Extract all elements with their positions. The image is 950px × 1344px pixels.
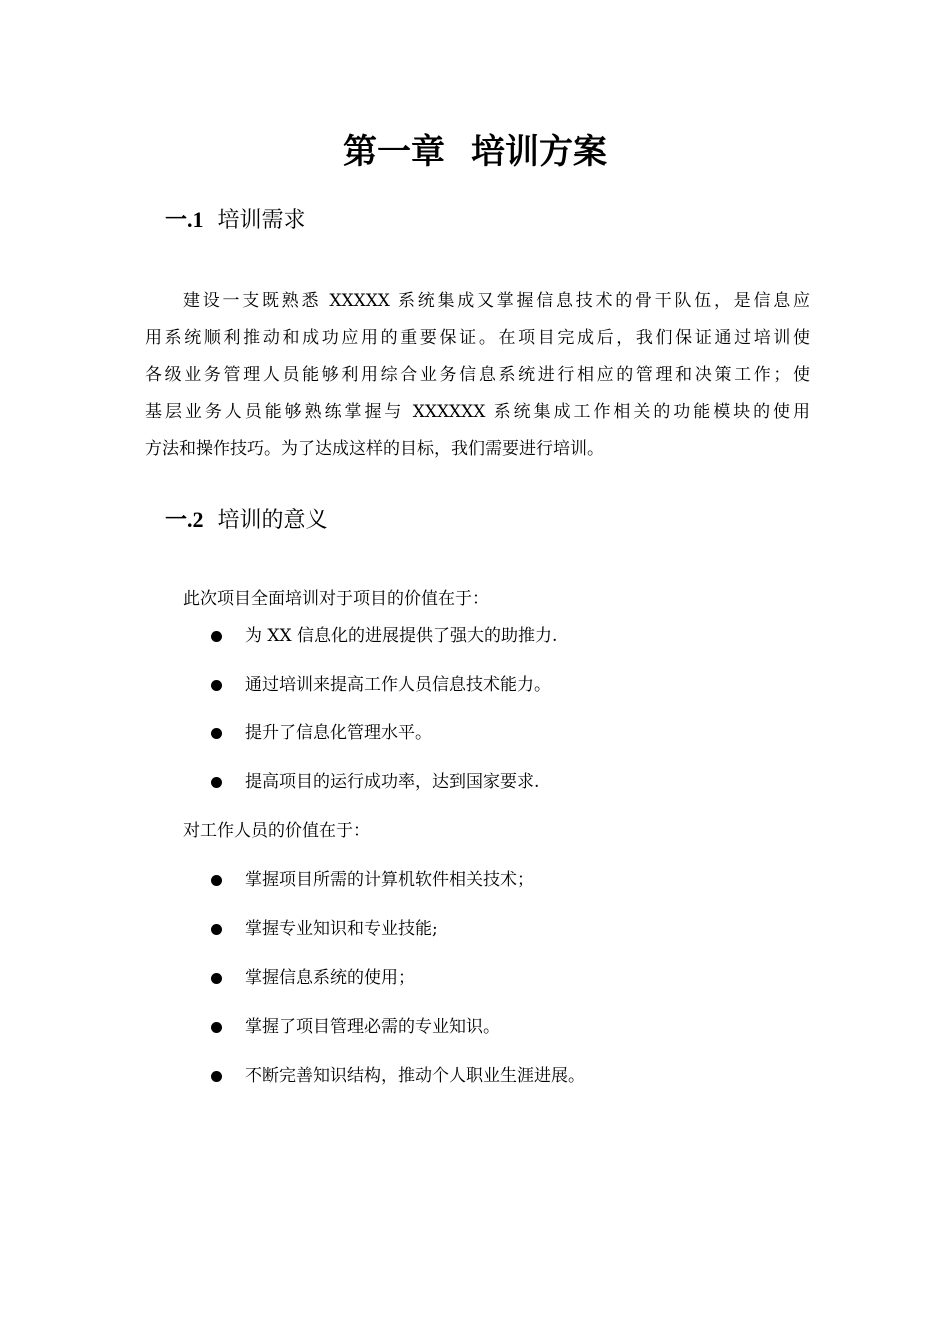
bullet-icon <box>211 1022 222 1033</box>
list-item-text: 为 XX 信息化的进展提供了强大的助推力. <box>245 626 558 646</box>
bullet-icon <box>211 973 222 984</box>
bullet-icon <box>211 631 222 642</box>
chapter-title-text: 培训方案 <box>471 132 607 172</box>
paragraph-line: 用系统顺利推动和成功应用的重要保证。在项目完成后，我们保证通过培训使 <box>145 328 810 348</box>
chapter-number: 第一章 <box>343 132 445 172</box>
bullet-icon <box>211 777 222 788</box>
list-intro: 此次项目全面培训对于项目的价值在于： <box>183 589 489 609</box>
paragraph-line: 基层业务人员能够熟练掌握与 XXXXXX 系统集成工作相关的功能模块的使用 <box>145 402 810 422</box>
list-item-text: 掌握专业知识和专业技能; <box>245 919 438 939</box>
paragraph-line: 各级业务管理人员能够利用综合业务信息系统进行相应的管理和决策工作；使 <box>145 365 810 385</box>
bullet-icon <box>211 924 222 935</box>
bullet-icon <box>211 875 222 886</box>
section-number: 一.1 <box>165 207 204 232</box>
section-heading-2 <box>165 504 328 537</box>
section-title: 培训的意义 <box>217 508 328 533</box>
list-item-text: 掌握项目所需的计算机软件相关技术； <box>245 870 534 890</box>
list-item-text: 掌握了项目管理必需的专业知识。 <box>245 1017 500 1037</box>
list-item-text: 通过培训来提高工作人员信息技术能力。 <box>245 675 551 695</box>
paragraph-line: 方法和操作技巧。为了达成这样的目标，我们需要进行培训。 <box>145 439 604 459</box>
bullet-icon <box>211 680 222 691</box>
list-item-text: 不断完善知识结构，推动个人职业生涯进展。 <box>245 1066 585 1086</box>
paragraph-line: 建设一支既熟悉 XXXXX 系统集成又掌握信息技术的骨干队伍，是信息应 <box>183 291 810 311</box>
section-number: 一.2 <box>165 507 204 532</box>
section-heading-1 <box>165 204 306 237</box>
list-item-text: 提高项目的运行成功率，达到国家要求. <box>245 772 540 792</box>
bullet-icon <box>211 1071 222 1082</box>
bullet-icon <box>211 728 222 739</box>
list-item-text: 提升了信息化管理水平。 <box>245 723 432 743</box>
list-intro: 对工作人员的价值在于： <box>183 821 370 841</box>
section-title: 培训需求 <box>217 208 306 233</box>
list-item-text: 掌握信息系统的使用； <box>245 968 415 988</box>
chapter-title <box>0 128 950 176</box>
